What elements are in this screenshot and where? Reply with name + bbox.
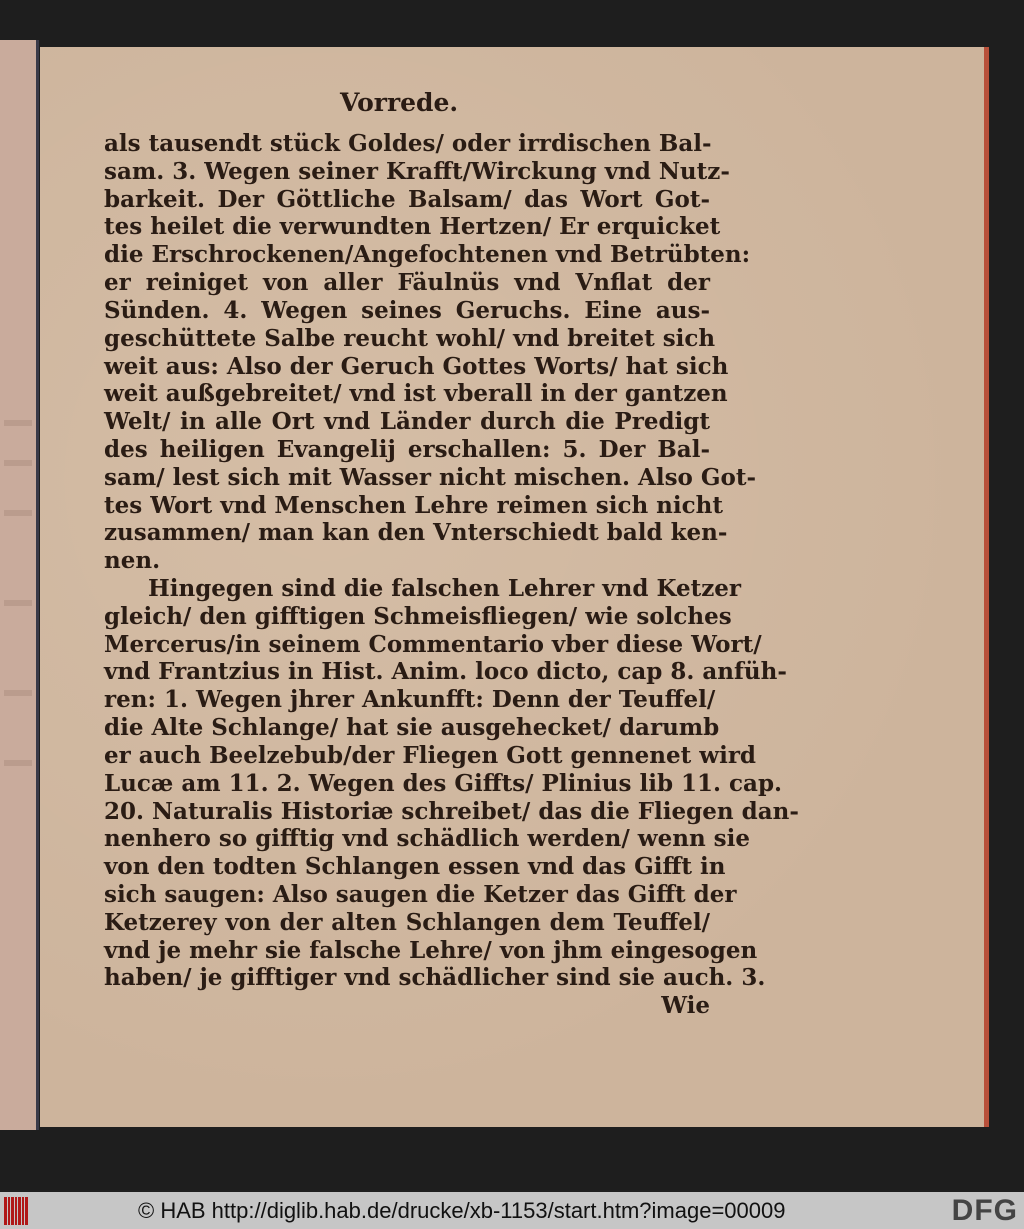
text-line: Mercerus/in seinem Commentario vber diese Wort/ [104,630,762,658]
text-line: Sünden. 4. Wegen seines Geruchs. Eine aus- [104,296,710,324]
text-line: Ketzerey von der alten Schlangen dem Teuffel/ [104,908,710,936]
text-line: weit aus: Also der Geruch Gottes Worts/ hat sich [104,352,729,380]
catchword: Wie [661,992,710,1020]
text-line: die Alte Schlange/ hat sie ausgehecket/ darumb [104,714,720,742]
running-head: Vorrede. [340,88,459,117]
text-line: barkeit. Der Göttliche Balsam/ das Wort Got- [104,185,710,213]
text-line: tes Wort vnd Menschen Lehre reimen sich nicht [104,491,723,519]
dfg-logo: DFG [951,1194,1018,1227]
copyright-link[interactable]: © HAB http://diglib.hab.de/drucke/xb-1153/start.htm?image=00009 [138,1198,786,1223]
text-line: 20. Naturalis Historiæ schreibet/ das die Fliegen dan- [104,797,799,825]
book-gutter [36,40,39,1130]
text-line: er reiniget von aller Fäulnüs vnd Vnflat der [104,269,710,297]
previous-page-edge [0,40,36,1130]
hab-logo-icon [4,1197,28,1225]
text-line: die Erschrockenen/Angefochtenen vnd Betrübten: [104,241,751,269]
text-line: ren: 1. Wegen jhrer Ankunfft: Denn der Teuffel/ [104,686,716,714]
text-line: vnd je mehr sie falsche Lehre/ von jhm eingesogen [104,936,758,964]
text-line: weit außgebreitet/ vnd ist vberall in der gantzen [104,380,728,408]
text-line: nenhero so gifftig vnd schädlich werden/ wenn sie [104,825,750,853]
text-line: Hingegen sind die falschen Lehrer vnd Ketzer [148,575,742,602]
footer-bar [0,1192,1024,1229]
text-line: geschüttete Salbe reucht wohl/ vnd breitet sich [104,324,716,352]
text-line: tes heilet die verwundten Hertzen/ Er erquicket [104,213,721,241]
page-edge [984,47,989,1127]
text-line: zusammen/ man kan den Vnterschiedt bald ken- [104,519,728,547]
text-line: gleich/ den gifftigen Schmeisfliegen/ wie solches [104,602,732,630]
text-line: sam. 3. Wegen seiner Krafft/Wirckung vnd Nutz- [104,157,730,185]
text-line: haben/ je gifftiger vnd schädlicher sind sie auch. 3. [104,964,766,992]
text-line: vnd Frantzius in Hist. Anim. loco dicto, cap 8. anfüh- [104,658,787,686]
text-line: als tausendt stück Goldes/ oder irrdischen Bal- [104,130,712,157]
text-line: Lucæ am 11. 2. Wegen des Giffts/ Plinius lib 11. cap. [104,769,783,797]
text-line: Welt/ in alle Ort vnd Länder durch die Predigt [104,408,710,436]
text-line: sich saugen: Also saugen die Ketzer das Gifft der [104,880,737,908]
text-line: er auch Beelzebub/der Fliegen Gott gennenet wird [104,741,757,769]
text-line: von den todten Schlangen essen vnd das Gifft in [104,853,726,881]
text-line: nen. [104,547,161,575]
text-line: des heiligen Evangelij erschallen: 5. Der Bal- [104,435,710,463]
text-line: sam/ lest sich mit Wasser nicht mischen. Also Got- [104,463,757,491]
page-body-text [104,130,799,1020]
